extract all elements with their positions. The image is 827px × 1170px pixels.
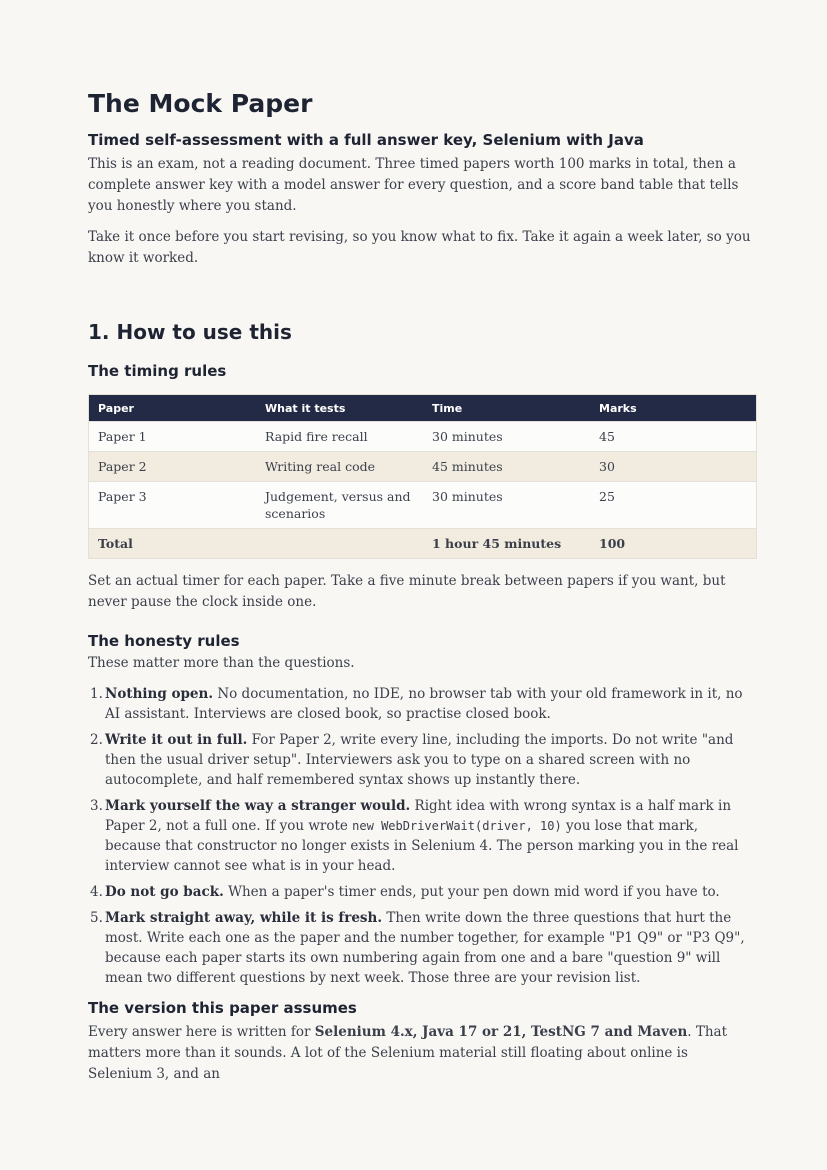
list-number: 2.	[90, 732, 103, 748]
rule-lead: Mark straight away, while it is fresh.	[105, 910, 383, 926]
rule-lead: Write it out in full.	[105, 732, 248, 748]
table-cell: Rapid fire recall	[256, 422, 423, 452]
intro-paragraph: This is an exam, not a reading document. Three timed papers worth 100 marks in total, then a complete answer key with a model answer for every question, and a score band table that tells you honestly where you stand.	[88, 156, 739, 214]
rule-lead: Mark yourself the way a stranger would.	[105, 798, 411, 814]
table-row	[89, 452, 757, 482]
rule-lead: Do not go back.	[105, 884, 224, 900]
page-title: The Mock Paper	[88, 89, 313, 118]
list-number: 4.	[90, 884, 103, 900]
page-subtitle: Timed self-assessment with a full answer key, Selenium with Java	[88, 131, 644, 149]
table-cell: Paper 3	[89, 482, 257, 529]
inline-code: new WebDriverWait(driver, 10)	[352, 819, 562, 833]
rule-text: you lose that mark, because that constructor no longer exists in Selenium 4. The person marking you in the real interview cannot see what is in your head.	[105, 818, 739, 874]
version-emphasis: Selenium 4.x, Java 17 or 21, TestNG 7 and Maven	[314, 1024, 688, 1040]
rule-lead: Nothing open.	[105, 686, 214, 702]
rule-text: For Paper 2, write every line, including the imports. Do not write "and then the usual driver setup". Interviewers ask you to type on a shared screen with no autocomplete, and half remembered syntax shows up instantly there.	[105, 732, 734, 788]
table-cell	[256, 529, 423, 559]
column-header: What it tests	[256, 395, 423, 422]
timing-table	[88, 394, 757, 559]
subsection-heading: The timing rules	[88, 362, 227, 380]
table-cell: 30 minutes	[423, 482, 590, 529]
table-cell: Paper 2	[89, 452, 257, 482]
table-row	[89, 482, 757, 529]
table-total-row	[89, 529, 757, 559]
list-item	[88, 684, 756, 724]
table-row	[89, 422, 757, 452]
rule-text: No documentation, no IDE, no browser tab with your old framework in it, no AI assistant. Interviews are closed book, so practise closed book.	[105, 686, 743, 722]
table-cell: 30	[590, 452, 757, 482]
table-cell: 25	[590, 482, 757, 529]
version-paragraph	[88, 1022, 756, 1085]
list-number: 3.	[90, 798, 103, 814]
column-header: Paper	[89, 395, 257, 422]
timing-note: Set an actual timer for each paper. Take a five minute break between papers if you want, but never pause the clock inside one.	[88, 573, 726, 610]
subsection-heading: The honesty rules	[88, 632, 240, 650]
section-heading: 1. How to use this	[88, 320, 292, 344]
table-cell: Paper 1	[89, 422, 257, 452]
list-number: 5.	[90, 910, 103, 926]
column-header: Marks	[590, 395, 757, 422]
table-cell: Judgement, versus and scenarios	[256, 482, 423, 529]
table-cell: 45	[590, 422, 757, 452]
column-header: Time	[423, 395, 590, 422]
table-cell: 1 hour 45 minutes	[423, 529, 590, 559]
rule-text: When a paper's timer ends, put your pen down mid word if you have to.	[223, 884, 720, 900]
intro-paragraph: Take it once before you start revising, so you know what to fix. Take it again a week later, so you know it worked.	[88, 229, 751, 266]
table-cell: Total	[89, 529, 257, 559]
list-item	[88, 730, 756, 790]
list-item	[88, 882, 756, 902]
version-text: . That matters more than it sounds. A lot of the Selenium material still floating about online is Selenium 3, and an	[88, 1024, 728, 1082]
table-header-row	[89, 395, 757, 422]
list-item	[88, 796, 756, 876]
table-cell: Writing real code	[256, 452, 423, 482]
document-content	[88, 88, 756, 1085]
list-item	[88, 908, 756, 988]
table-cell: 100	[590, 529, 757, 559]
rule-text: Then write down the three questions that hurt the most. Write each one as the paper and the number together, for example "P1 Q9" or "P3 Q9", because each paper starts its own numbering again from one and a bare "question 9" will mean two different questions by next week. Those three are your revision list.	[105, 910, 745, 986]
list-number: 1.	[90, 686, 103, 702]
table-cell: 45 minutes	[423, 452, 590, 482]
honesty-intro: These matter more than the questions.	[88, 655, 355, 671]
subsection-heading: The version this paper assumes	[88, 999, 357, 1017]
honesty-rules-list	[88, 684, 756, 988]
version-text: Every answer here is written for	[88, 1024, 315, 1040]
rule-text: Right idea with wrong syntax is a half mark in Paper 2, not a full one. If you wrote	[105, 798, 732, 834]
table-cell: 30 minutes	[423, 422, 590, 452]
